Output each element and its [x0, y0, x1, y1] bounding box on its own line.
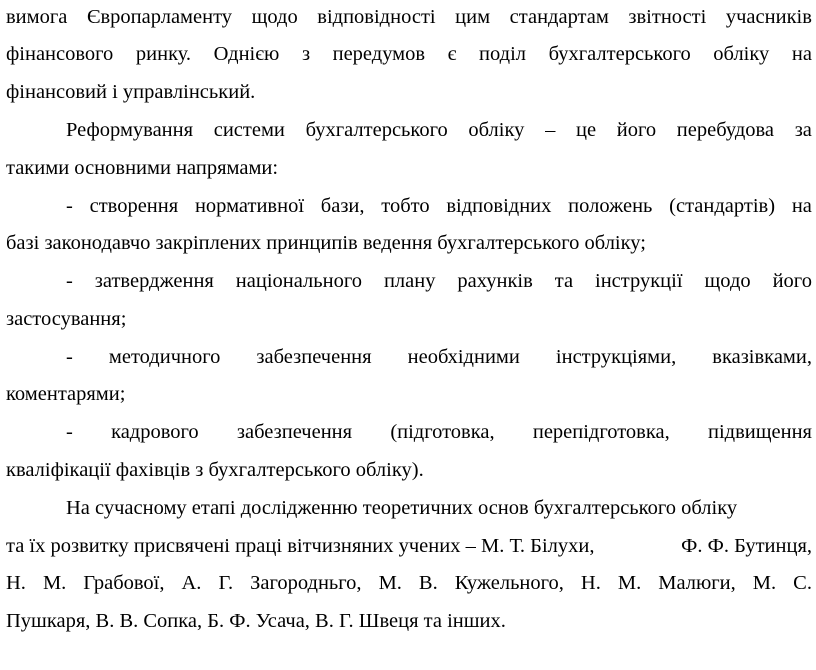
text-line: застосування; [6, 308, 127, 330]
text-line: кваліфікації фахівців з бухгалтерського обліку). [6, 459, 424, 481]
list-item-first-line: - кадрового забезпечення (підготовка, перепідготовка, підвищення [66, 421, 812, 443]
text-line: вимога Європарламенту щодо відповідності цим стандартам звітності учасників [6, 6, 812, 28]
text-line: та їх розвитку присвячені праці вітчизняних учених – М. Т. Білухи, Ф. Ф. Бутинця, [6, 535, 812, 557]
text-line: такими основними напрямами: [6, 157, 279, 179]
text-line: коментарями; [6, 383, 126, 405]
text-line: Пушкаря, В. В. Сопка, Б. Ф. Усача, В. Г. Швеця та інших. [6, 610, 506, 632]
paragraph-first-line: На сучасному етапі дослідженню теоретичних основ бухгалтерського обліку [66, 497, 738, 519]
list-item-first-line: - затвердження національного плану рахунків та інструкції щодо його [66, 270, 812, 292]
list-item-first-line: - створення нормативної бази, тобто відповідних положень (стандартів) на [66, 195, 812, 217]
text-line: Н. М. Грабової, А. Г. Загородньго, М. В. Кужельного, Н. М. Малюги, М. С. [6, 572, 812, 594]
paragraph-first-line: Реформування системи бухгалтерського обліку – це його перебудова за [66, 119, 812, 141]
text-line: базі законодавчо закріплених принципів ведення бухгалтерського обліку; [6, 232, 646, 254]
list-item-first-line: - методичного забезпечення необхідними інструкціями, вказівками, [66, 346, 812, 368]
text-line: фінансовий і управлінський. [6, 81, 256, 103]
text-line: фінансового ринку. Однією з передумов є поділ бухгалтерського обліку на [6, 43, 812, 65]
